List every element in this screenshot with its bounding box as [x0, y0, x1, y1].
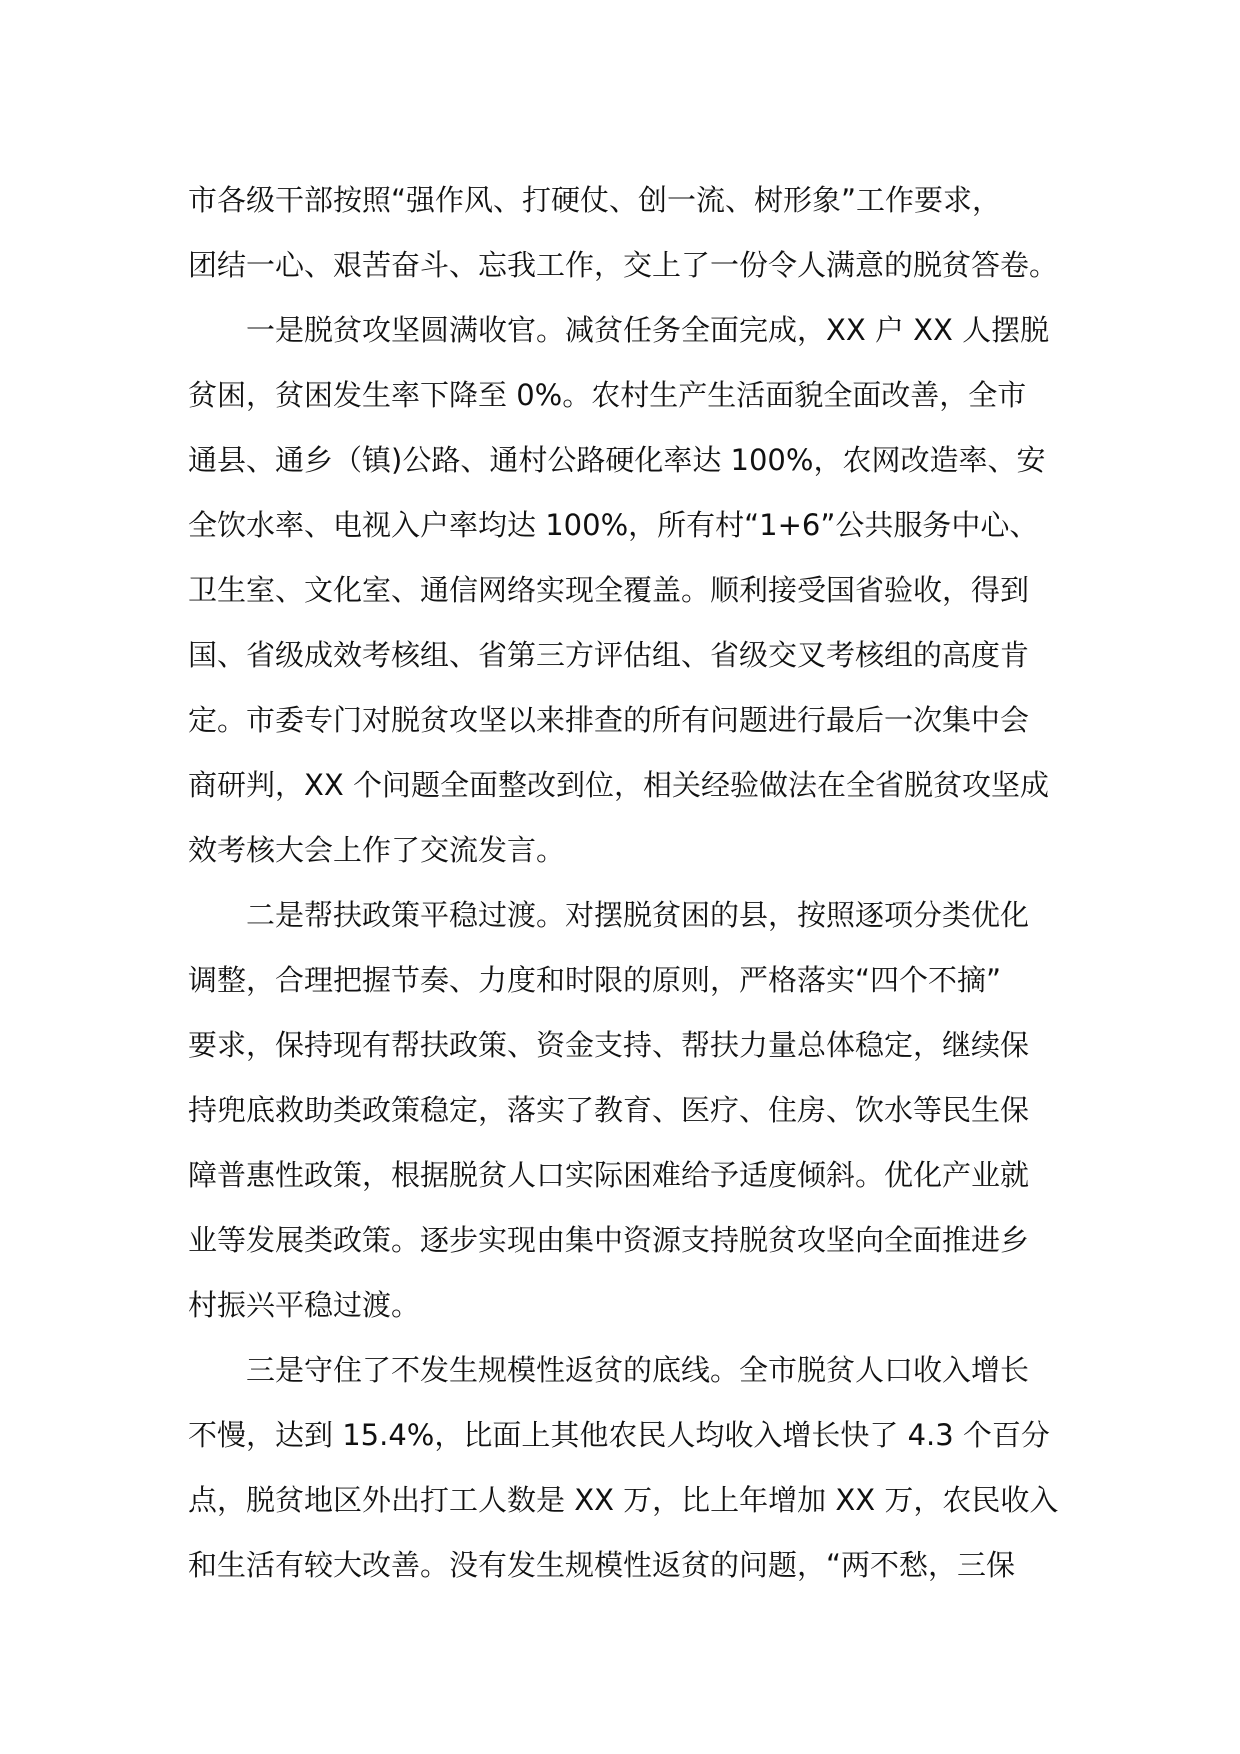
text-line: 卫生室、文化室、通信网络实现全覆盖。顺利接受国省验收，得到: [188, 573, 1030, 607]
text-line: 点，脱贫地区外出打工人数是 XX 万，比上年增加 XX 万，农民收入: [188, 1483, 1059, 1517]
text-line: 持兜底救助类政策稳定，落实了教育、医疗、住房、饮水等民生保: [188, 1093, 1030, 1127]
text-line: 贫困，贫困发生率下降至 0%。农村生产生活面貌全面改善，全市: [188, 378, 1027, 412]
text-line: 国、省级成效考核组、省第三方评估组、省级交叉考核组的高度肯: [188, 638, 1030, 672]
text-line: 要求，保持现有帮扶政策、资金支持、帮扶力量总体稳定，继续保: [188, 1028, 1030, 1062]
paragraph-start-line: 一是脱贫攻坚圆满收官。减贫任务全面完成，XX 户 XX 人摆脱: [246, 313, 1050, 347]
paragraph-start-line: 二是帮扶政策平稳过渡。对摆脱贫困的县，按照逐项分类优化: [246, 898, 1030, 932]
text-line: 团结一心、艰苦奋斗、忘我工作，交上了一份令人满意的脱贫答卷。: [188, 248, 1059, 282]
text-line: 不慢，达到 15.4%，比面上其他农民人均收入增长快了 4.3 个百分: [188, 1418, 1050, 1452]
paragraph-start-line: 三是守住了不发生规模性返贫的底线。全市脱贫人口收入增长: [246, 1353, 1030, 1387]
text-line: 商研判，XX 个问题全面整改到位，相关经验做法在全省脱贫攻坚成: [188, 768, 1049, 802]
text-line: 通县、通乡（镇)公路、通村公路硬化率达 100%，农网改造率、安: [188, 443, 1046, 477]
body-text: [188, 168, 1068, 1598]
text-line: 市各级干部按照“强作风、打硬仗、创一流、树形象”工作要求，: [188, 183, 1002, 217]
text-line: 调整，合理把握节奏、力度和时限的原则，严格落实“四个不摘”: [188, 963, 1002, 997]
text-line: 业等发展类政策。逐步实现由集中资源支持脱贫攻坚向全面推进乡: [188, 1223, 1030, 1257]
text-line: 定。市委专门对脱贫攻坚以来排查的所有问题进行最后一次集中会: [188, 703, 1030, 737]
text-line: 全饮水率、电视入户率均达 100%，所有村“1+6”公共服务中心、: [188, 508, 1039, 542]
text-line: 和生活有较大改善。没有发生规模性返贫的问题，“两不愁，三保: [188, 1548, 1016, 1582]
text-line: 村振兴平稳过渡。: [188, 1288, 421, 1322]
text-line: 效考核大会上作了交流发言。: [188, 833, 566, 867]
text-line: 障普惠性政策，根据脱贫人口实际困难给予适度倾斜。优化产业就: [188, 1158, 1030, 1192]
